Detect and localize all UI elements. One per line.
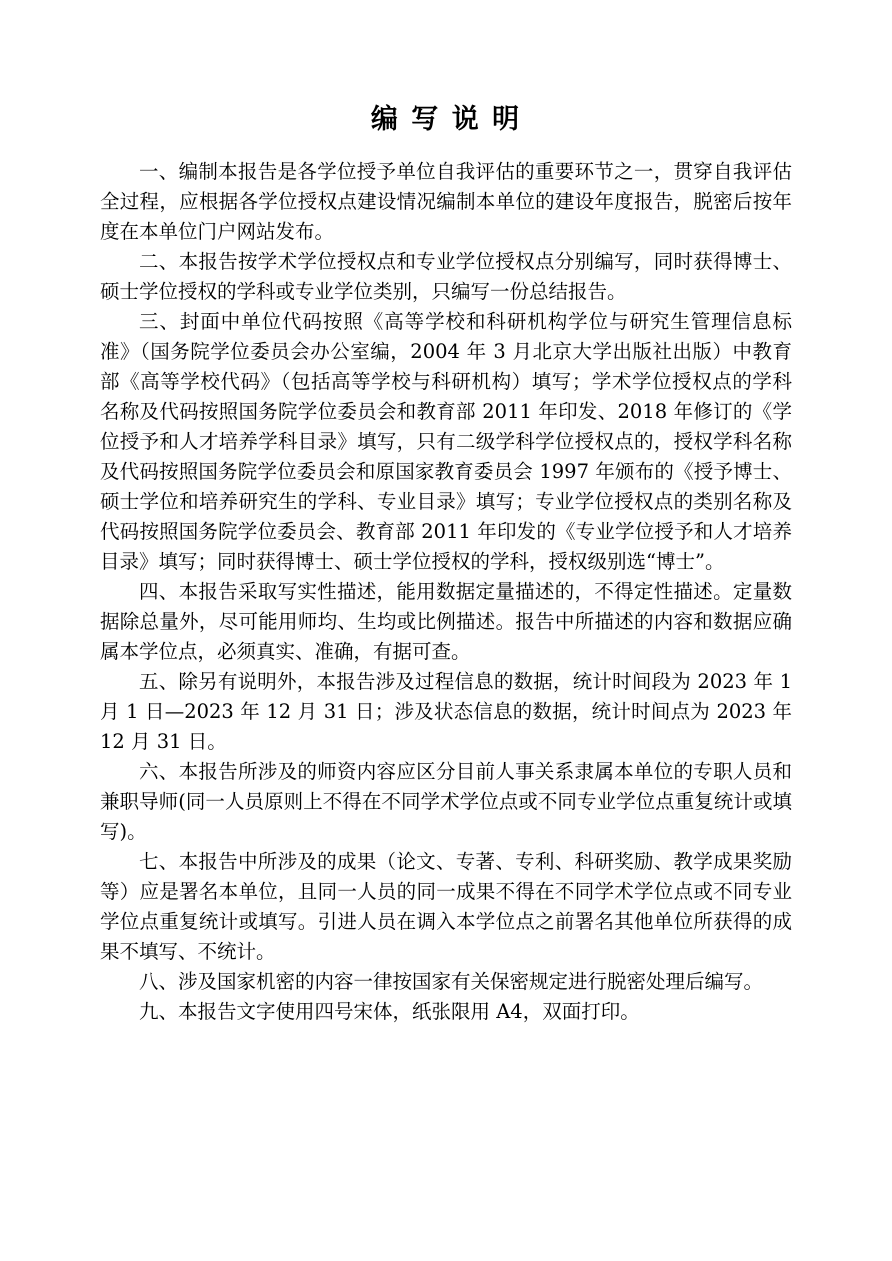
page-title: 编 写 说 明 bbox=[370, 104, 522, 135]
paragraph-4: 四、本报告采取写实性描述，能用数据定量描述的，不得定性描述。定量数据除总量外，尽可能用师均、生均或比例描述。报告中所描述的内容和数据应确属本学位点，必须真实、准确，有据可查。 bbox=[100, 580, 792, 663]
paragraph-3: 三、封面中单位代码按照《高等学校和科研机构学位与研究生管理信息标准》（国务院学位委员会办公室编，2004 年 3 月北京大学出版社出版）中教育部《高等学校代码》（包括高等学校与科研机构）填写；学术学位授权点的学科名称及代码按照国务院学位委员会和教育部 2011 年印发、2018 年修订的《学位授予和人才培养学科目录》填写，只有二级学科学位授权点的，授权学科名称及代码按照国务院学位委员会和原国家教育委员会 1997 年颁布的《授予博士、硕士学位和培养研究生的学科、专业目录》填写；专业学位授权点的类别名称及代码按照国务院学位委员会、教育部 2011 年印发的《专业学位授予和人才培养目录》填写；同时获得博士、硕士学位授权的学科，授权级别选“博士”。 bbox=[100, 310, 792, 573]
paragraph-2: 二、本报告按学术学位授权点和专业学位授权点分别编写，同时获得博士、硕士学位授权的学科或专业学位类别，只编写一份总结报告。 bbox=[100, 250, 792, 303]
paragraph-8: 八、涉及国家机密的内容一律按国家有关保密规定进行脱密处理后编写。 bbox=[139, 970, 764, 993]
paragraph-5: 五、除另有说明外，本报告涉及过程信息的数据，统计时间段为 2023 年 1 月 1 日—2023 年 12 月 31 日；涉及状态信息的数据，统计时间点为 2023 年 12 月 31 日。 bbox=[100, 670, 792, 753]
paragraph-6: 六、本报告所涉及的师资内容应区分目前人事关系隶属本单位的专职人员和兼职导师(同一人员原则上不得在不同学术学位点或不同专业学位点重复统计或填写)。 bbox=[100, 760, 792, 843]
paragraph-1: 一、编制本报告是各学位授予单位自我评估的重要环节之一，贯穿自我评估全过程，应根据各学位授权点建设情况编制本单位的建设年度报告，脱密后按年度在本单位门户网站发布。 bbox=[100, 160, 792, 243]
document-body bbox=[100, 157, 792, 1027]
paragraph-7: 七、本报告中所涉及的成果（论文、专著、专利、科研奖励、教学成果奖励等）应是署名本单位，且同一人员的同一成果不得在不同学术学位点或不同专业学位点重复统计或填写。引进人员在调入本学位点之前署名其他单位所获得的成果不填写、不统计。 bbox=[100, 850, 792, 963]
paragraph-9: 九、本报告文字使用四号宋体，纸张限用 A4，双面打印。 bbox=[139, 1000, 640, 1023]
